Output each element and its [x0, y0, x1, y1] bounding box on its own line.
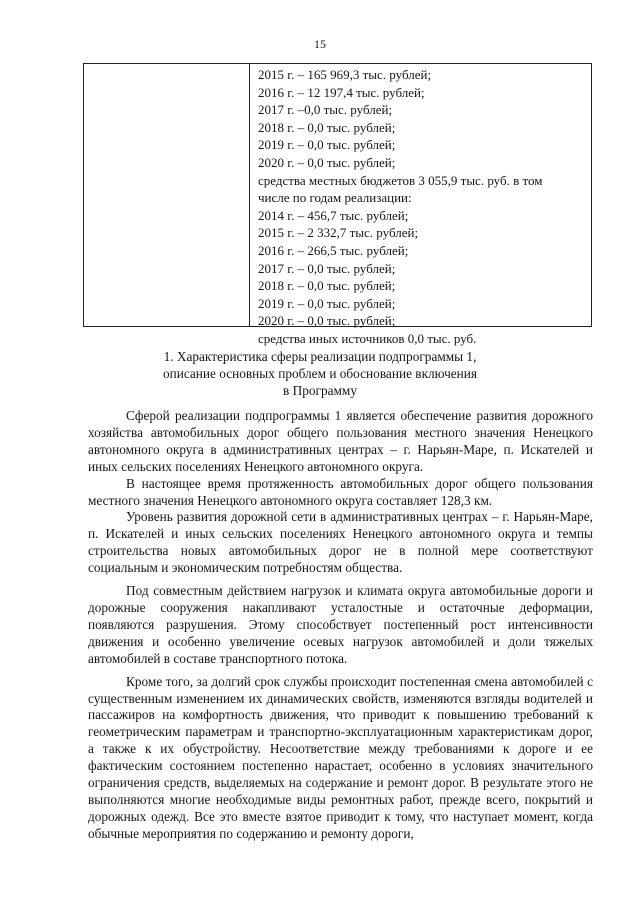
funding-line: 2014 г. – 456,7 тыс. рублей;: [258, 207, 409, 223]
heading-line: 1. Характеристика сферы реализации подпрограммы 1,: [163, 349, 477, 364]
funding-line: числе по годам реализации:: [258, 190, 412, 206]
funding-line: 2020 г. – 0,0 тыс. рублей;: [258, 154, 396, 170]
funding-line: 2019 г. – 0,0 тыс. рублей;: [258, 137, 396, 153]
paragraph: Уровень развития дорожной сети в административных центрах – г. Нарьян-Маре, п. Искателей и иных сельских поселениях Ненецкого автономного округа и темпы строительства новых автомобильных дорог не в полной мере соответствуют социальным и экономическим потребностям общества.: [88, 509, 593, 576]
funding-table-cell: [258, 66, 588, 348]
funding-line: средства местных бюджетов 3 055,9 тыс. руб. в том: [258, 172, 543, 188]
funding-line: 2018 г. – 0,0 тыс. рублей;: [258, 278, 396, 294]
funding-table: [83, 63, 592, 346]
heading-line: в Программу: [283, 383, 357, 399]
funding-line: 2020 г. – 0,0 тыс. рублей;: [258, 313, 396, 329]
paragraph: Под совместным действием нагрузок и климата округа автомобильные дороги и дорожные сооружения накапливают усталостные и остаточные деформации, появляются разрушения. Этому способствует постепенный рост интенсивности движения и особенно увеличение осевых нагрузок автомобилей и доли тяжелых автомобилей в составе транспортного потока.: [88, 583, 593, 666]
heading-line: описание основных проблем и обоснование включения: [162, 366, 478, 382]
funding-line: 2015 г. – 165 969,3 тыс. рублей;: [258, 67, 432, 82]
table-column-divider: [249, 64, 250, 326]
paragraph: В настоящее время протяженность автомобильных дорог общего пользования местного значения Ненецкого автономного округа составляет 128,3 км.: [88, 475, 593, 508]
paragraph: Кроме того, за долгий срок службы происходит постепенная смена автомобилей с существенным изменением их динамических свойств, изменяются взгляды водителей и пассажиров на комфортность движения, что приводит к повышению требований к геометрическим параметрам и транспортно-эксплуатационным характеристикам дорог, а также к их обустройству. Несоответствие между требованиями к дороге и ее фактическим состоянием постепенно нарастает, особенно в условиях значительного ограничения средств, выделяемых на содержание и ремонт дорог. В результате этого не выполняются многие необходимые виды ремонтных работ, прежде всего, покрытий и дорожных одежд. Все это вместе взятое приводит к тому, что наступает момент, когда обычные мероприятия по содержанию и ремонту дороги,: [88, 673, 593, 841]
funding-line: средства иных источников 0,0 тыс. руб.: [258, 330, 477, 346]
funding-line: 2016 г. – 12 197,4 тыс. рублей;: [258, 84, 425, 100]
funding-line: 2017 г. –0,0 тыс. рублей;: [258, 102, 393, 118]
funding-line: 2017 г. – 0,0 тыс. рублей;: [258, 260, 396, 276]
funding-line: 2019 г. – 0,0 тыс. рублей;: [258, 295, 396, 311]
paragraph: Сферой реализации подпрограммы 1 является обеспечение развития дорожного хозяйства автомобильных дорог общего пользования местного значения Ненецкого автономного округа в административных центрах – г. Нарьян-Маре, п. Искателей и иных сельских поселениях Ненецкого автономного округа.: [88, 408, 593, 474]
funding-line: 2018 г. – 0,0 тыс. рублей;: [258, 119, 396, 135]
funding-line: 2016 г. – 266,5 тыс. рублей;: [258, 242, 409, 258]
funding-line: 2015 г. – 2 332,7 тыс. рублей;: [258, 225, 419, 241]
page-number: 15: [314, 37, 326, 51]
body-text: [88, 408, 593, 843]
section-heading: [0, 348, 640, 400]
